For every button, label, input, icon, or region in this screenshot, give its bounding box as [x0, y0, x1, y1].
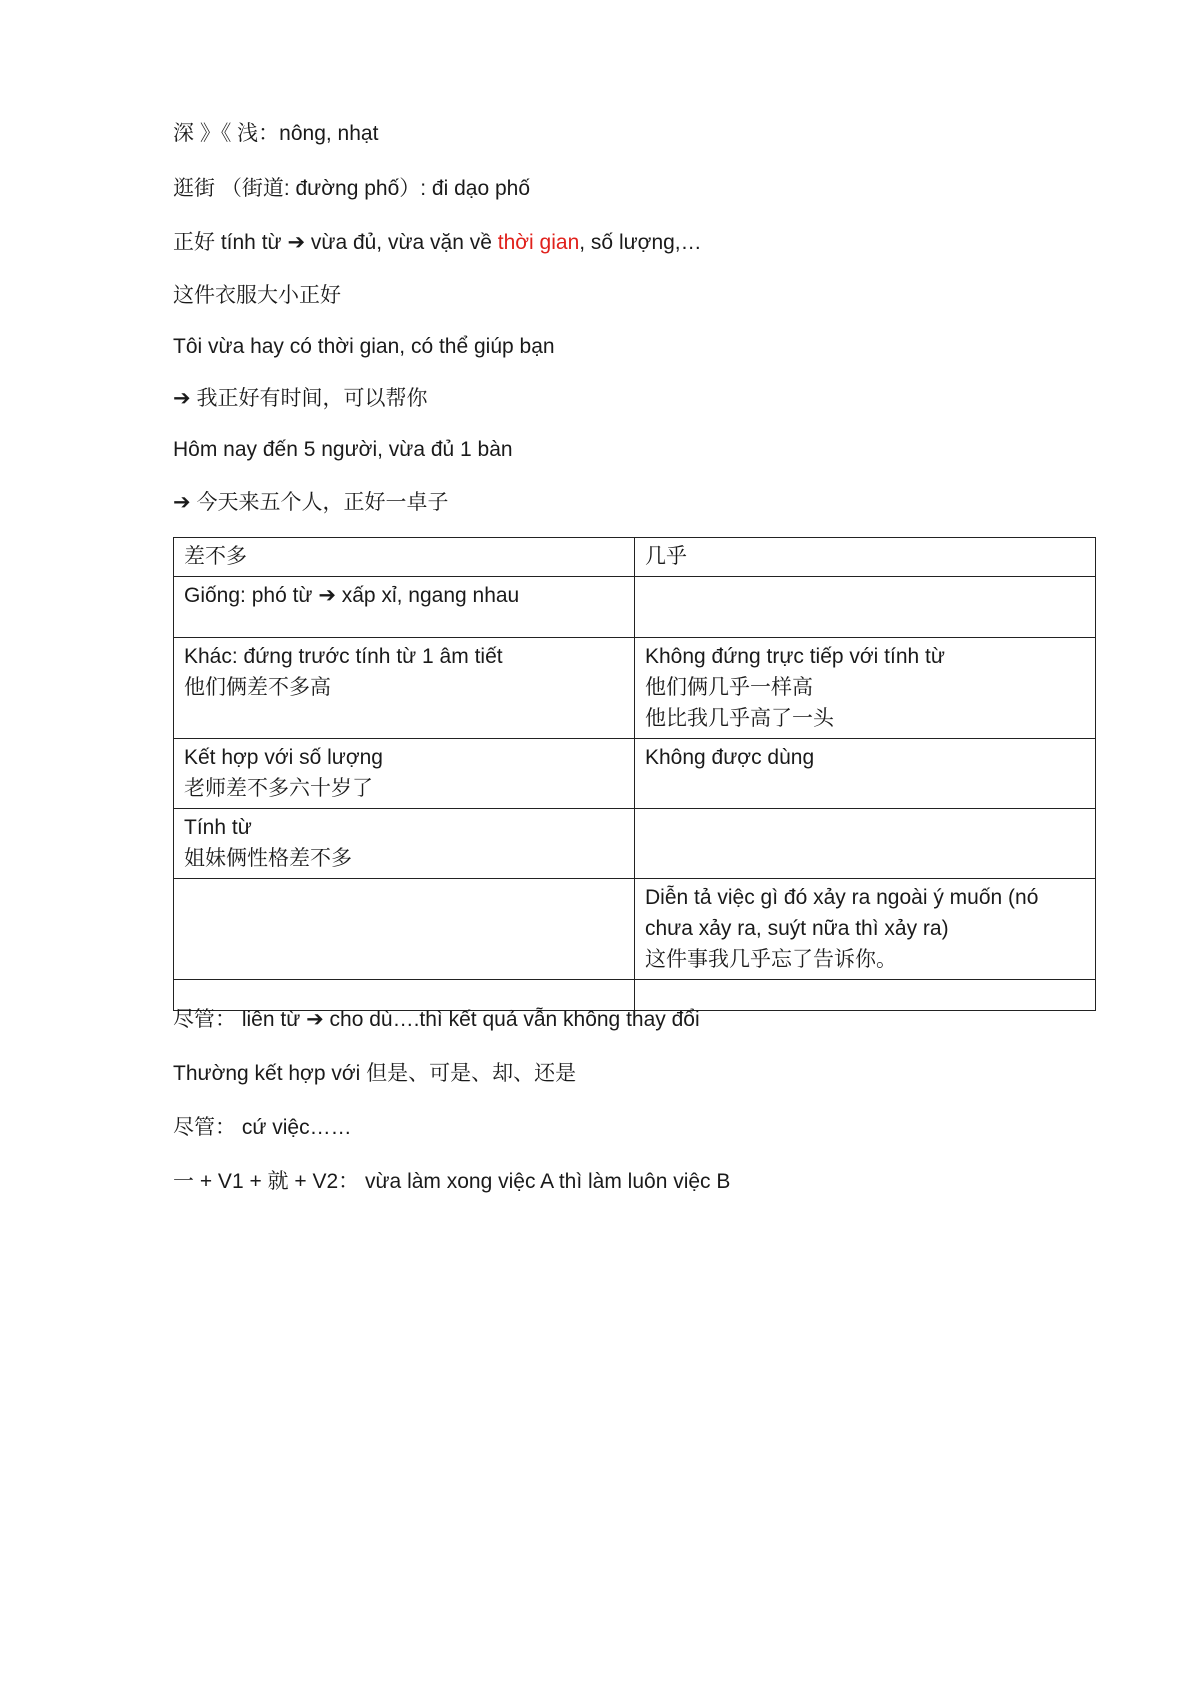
table-row	[174, 638, 1096, 739]
table-cell	[174, 879, 635, 980]
arrow-icon: ➔	[173, 387, 191, 410]
table-cell: Khác: đứng trước tính từ 1 âm tiết 他们俩差不多高	[174, 638, 635, 739]
table-cell: Tính từ 姐妹俩性格差不多	[174, 809, 635, 879]
comparison-table	[173, 537, 1096, 1011]
table-cell	[635, 577, 1096, 638]
line-example-people-vi: Hôm nay đến 5 người, vừa đủ 1 bàn	[173, 438, 513, 461]
table-row	[174, 809, 1096, 879]
line-yi-jiu-pattern: 一 + V1 + 就 + V2： vừa làm xong việc A thì làm luôn việc B	[173, 1170, 731, 1193]
line-zhenghao-definition: 正好 tính từ ➔ vừa đủ, vừa vặn về thời gian, số lượng,…	[173, 231, 702, 254]
line-combination-note: Thường kết hợp với 但是、可是、却、还是	[173, 1062, 577, 1085]
table-cell: Diễn tả việc gì đó xảy ra ngoài ý muốn (nó chưa xảy ra, suýt nữa thì xảy ra) 这件事我几乎忘了告诉你。	[635, 879, 1096, 980]
table-cell: Không được dùng	[635, 739, 1096, 809]
line-example-time-zh: ➔ 我正好有时间，可以帮你	[173, 387, 428, 410]
header-cell-jihu: 几乎	[635, 538, 1096, 577]
header-cell-chabuduo: 差不多	[174, 538, 635, 577]
line-shen-qian: 深 》《 浅：nông, nhạt	[173, 122, 379, 145]
arrow-icon: ➔	[306, 1008, 324, 1031]
table-row	[174, 577, 1096, 638]
table-header-row	[174, 538, 1096, 577]
line-example-people-zh: ➔ 今天来五个人，正好一卓子	[173, 491, 449, 514]
highlight-red-text: thời gian	[497, 231, 580, 254]
arrow-icon: ➔	[173, 491, 191, 514]
table-cell	[635, 809, 1096, 879]
line-example-clothes: 这件衣服大小正好	[173, 284, 341, 307]
line-jinguan-conjunction: 尽管： liên từ ➔ cho dù….thì kết quả vẫn không thay đổi	[173, 1008, 700, 1031]
arrow-icon: ➔	[318, 584, 336, 607]
table-cell: Không đứng trực tiếp với tính từ 他们俩几乎一样高 他比我几乎高了一头	[635, 638, 1096, 739]
line-example-time-vi: Tôi vừa hay có thời gian, có thể giúp bạn	[173, 335, 555, 358]
arrow-icon: ➔	[287, 231, 306, 254]
line-guangjie: 逛街 （街道: đường phố）: đi dạo phố	[173, 177, 530, 200]
line-jinguan-adverb: 尽管： cứ việc……	[173, 1116, 352, 1139]
table-cell: Giống: phó từ ➔ xấp xỉ, ngang nhau	[174, 577, 635, 638]
table-cell	[635, 980, 1096, 1011]
table-cell: Kết hợp với số lượng 老师差不多六十岁了	[174, 739, 635, 809]
table-row	[174, 739, 1096, 809]
table-row	[174, 879, 1096, 980]
